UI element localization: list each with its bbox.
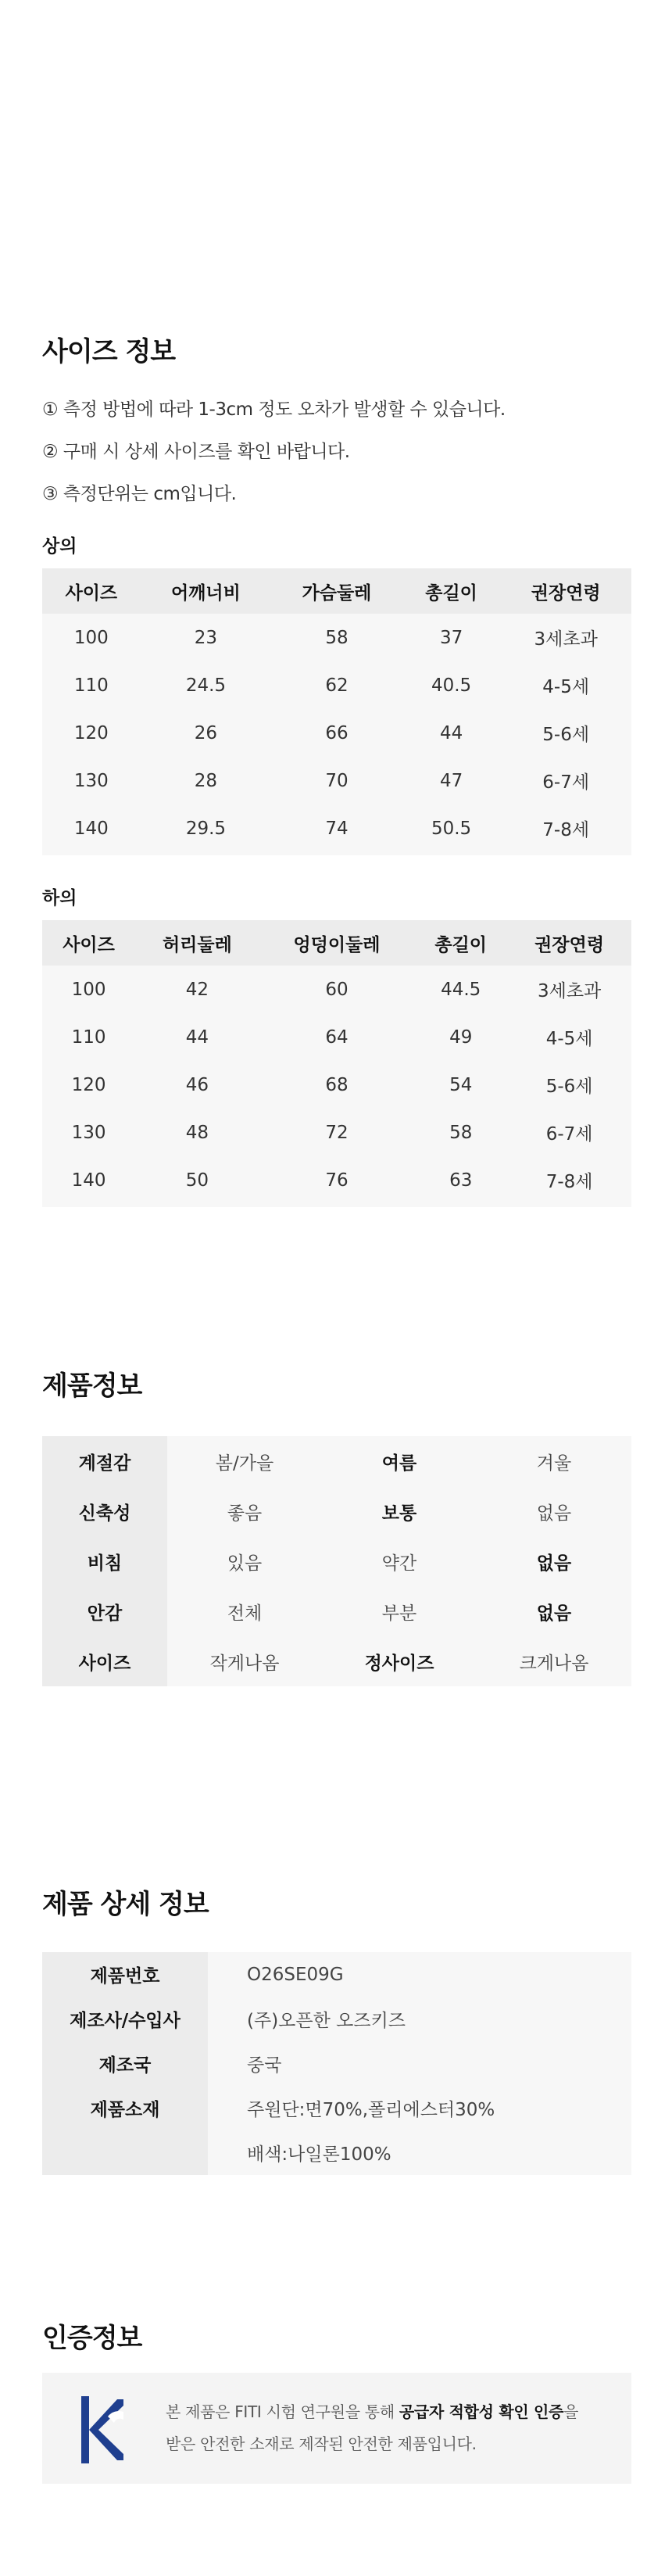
table-row — [42, 661, 631, 709]
bottom-size-table — [42, 920, 631, 1207]
certification-text-line2: 받은 안전한 소재로 제작된 안전한 제품입니다. — [166, 2434, 477, 2453]
table-cell: 62 — [271, 661, 402, 709]
table-cell: 5-6세 — [500, 709, 631, 757]
product-detail-value: (주)오픈한 오즈키즈 — [208, 1997, 631, 2041]
product-info-label: 안감 — [42, 1586, 167, 1636]
top-size-label: 상의 — [42, 536, 77, 557]
table-row — [42, 1156, 631, 1207]
table-header: 총길이 — [414, 920, 507, 966]
table-cell: 58 — [414, 1109, 507, 1156]
product-info-option: 약간 — [322, 1536, 477, 1586]
product-detail-row — [42, 1952, 631, 1997]
table-cell: 130 — [42, 757, 141, 804]
table-row — [42, 1109, 631, 1156]
product-detail-label — [42, 2130, 208, 2175]
table-cell: 4-5세 — [500, 661, 631, 709]
product-detail-value: 주원단:면70%,폴리에스터30% — [208, 2086, 631, 2130]
table-cell: 74 — [271, 804, 402, 855]
product-info-title: 제품정보 — [42, 1370, 142, 1402]
product-info-option: 전체 — [167, 1586, 322, 1636]
table-cell: 47 — [402, 757, 501, 804]
table-cell: 26 — [141, 709, 272, 757]
table-cell: 37 — [402, 614, 501, 661]
product-detail-section — [42, 1883, 631, 2175]
table-cell: 6-7세 — [500, 757, 631, 804]
product-info-label: 사이즈 — [42, 1636, 167, 1686]
table-cell: 46 — [135, 1061, 259, 1109]
table-cell: 50 — [135, 1156, 259, 1207]
table-row — [42, 966, 631, 1013]
table-cell: 7-8세 — [507, 1156, 631, 1207]
table-header: 총길이 — [402, 568, 501, 614]
certification-section — [42, 2316, 631, 2355]
product-info-option: 좋음 — [167, 1486, 322, 1536]
product-detail-row — [42, 2041, 631, 2086]
top-size-table — [42, 568, 631, 855]
product-info-label: 계절감 — [42, 1436, 167, 1486]
certification-text — [166, 2396, 619, 2460]
table-row — [42, 804, 631, 855]
table-cell: 48 — [135, 1109, 259, 1156]
table-header: 가슴둘레 — [271, 568, 402, 614]
product-detail-label: 제조국 — [42, 2041, 208, 2086]
product-detail-row — [42, 2086, 631, 2130]
product-info-row — [42, 1636, 631, 1686]
certification-text-part: 본 제품은 FITI 시험 연구원을 통해 — [166, 2402, 399, 2421]
table-header: 사이즈 — [42, 920, 135, 966]
table-cell: 3세초과 — [500, 614, 631, 661]
table-cell: 100 — [42, 966, 135, 1013]
table-cell: 130 — [42, 1109, 135, 1156]
product-detail-label: 제품번호 — [42, 1952, 208, 1997]
size-note: ① 측정 방법에 따라 1-3cm 정도 오차가 발생할 수 있습니다. — [42, 399, 506, 420]
product-info-option: 작게나옴 — [167, 1636, 322, 1686]
table-row — [42, 614, 631, 661]
table-cell: 100 — [42, 614, 141, 661]
product-info-option: 보통 — [322, 1486, 477, 1536]
product-info-row — [42, 1586, 631, 1636]
product-info-section — [42, 1364, 631, 1686]
product-info-option: 봄/가을 — [167, 1436, 322, 1486]
table-header: 어깨너비 — [141, 568, 272, 614]
table-cell: 29.5 — [141, 804, 272, 855]
table-cell: 40.5 — [402, 661, 501, 709]
table-cell: 140 — [42, 804, 141, 855]
table-header: 엉덩이둘레 — [259, 920, 414, 966]
table-cell: 63 — [414, 1156, 507, 1207]
product-detail-value: O26SE09G — [208, 1952, 631, 1997]
product-detail-row — [42, 2130, 631, 2175]
table-header-row — [42, 568, 631, 614]
table-cell: 24.5 — [141, 661, 272, 709]
table-row — [42, 1013, 631, 1061]
table-cell: 5-6세 — [507, 1061, 631, 1109]
table-row — [42, 757, 631, 804]
table-cell: 44 — [135, 1013, 259, 1061]
size-notes — [42, 389, 631, 515]
product-info-option: 크게나옴 — [477, 1636, 631, 1686]
table-cell: 23 — [141, 614, 272, 661]
product-info-row — [42, 1436, 631, 1486]
table-row — [42, 1061, 631, 1109]
table-header-row — [42, 920, 631, 966]
table-cell: 54 — [414, 1061, 507, 1109]
product-detail-title: 제품 상세 정보 — [42, 1889, 209, 1920]
size-info-section — [42, 330, 631, 515]
table-cell: 60 — [259, 966, 414, 1013]
top-size-block — [42, 532, 631, 855]
table-cell: 68 — [259, 1061, 414, 1109]
product-info-label: 신축성 — [42, 1486, 167, 1536]
table-cell: 6-7세 — [507, 1109, 631, 1156]
product-info-label: 비침 — [42, 1536, 167, 1586]
size-note: ② 구매 시 상세 사이즈를 확인 바랍니다. — [42, 442, 350, 462]
table-cell: 7-8세 — [500, 804, 631, 855]
table-cell: 49 — [414, 1013, 507, 1061]
product-detail-value: 중국 — [208, 2041, 631, 2086]
bottom-size-block — [42, 883, 631, 1207]
table-cell: 28 — [141, 757, 272, 804]
table-cell: 64 — [259, 1013, 414, 1061]
table-cell: 42 — [135, 966, 259, 1013]
product-info-option: 없음 — [477, 1486, 631, 1536]
product-detail-value: 배색:나일론100% — [208, 2130, 631, 2175]
table-header: 권장연령 — [500, 568, 631, 614]
table-cell: 58 — [271, 614, 402, 661]
table-cell: 140 — [42, 1156, 135, 1207]
table-cell: 76 — [259, 1156, 414, 1207]
table-cell: 66 — [271, 709, 402, 757]
table-cell: 50.5 — [402, 804, 501, 855]
product-info-option: 부분 — [322, 1586, 477, 1636]
product-info-table — [42, 1436, 631, 1686]
table-cell: 3세초과 — [507, 966, 631, 1013]
certification-title: 인증정보 — [42, 2323, 142, 2354]
product-detail-table — [42, 1952, 631, 2175]
size-info-title: 사이즈 정보 — [42, 336, 176, 367]
table-cell: 44 — [402, 709, 501, 757]
certification-text-bold: 공급자 적합성 확인 인증 — [399, 2402, 564, 2421]
product-info-option: 겨울 — [477, 1436, 631, 1486]
product-info-row — [42, 1486, 631, 1536]
product-info-row — [42, 1536, 631, 1586]
table-header: 허리둘레 — [135, 920, 259, 966]
bottom-size-label: 하의 — [42, 888, 77, 908]
table-cell: 70 — [271, 757, 402, 804]
table-cell: 120 — [42, 709, 141, 757]
certification-box — [42, 2373, 631, 2484]
product-info-option: 여름 — [322, 1436, 477, 1486]
product-info-option: 없음 — [477, 1536, 631, 1586]
size-note: ③ 측정단위는 cm입니다. — [42, 484, 237, 504]
table-cell: 120 — [42, 1061, 135, 1109]
product-info-option: 없음 — [477, 1586, 631, 1636]
product-info-option: 정사이즈 — [322, 1636, 477, 1686]
product-detail-label: 제조사/수입사 — [42, 1997, 208, 2041]
table-cell: 4-5세 — [507, 1013, 631, 1061]
table-cell: 110 — [42, 661, 141, 709]
table-header: 권장연령 — [507, 920, 631, 966]
table-cell: 72 — [259, 1109, 414, 1156]
certification-text-part: 을 — [563, 2402, 579, 2421]
table-row — [42, 709, 631, 757]
product-detail-label: 제품소재 — [42, 2086, 208, 2130]
table-header: 사이즈 — [42, 568, 141, 614]
table-cell: 44.5 — [414, 966, 507, 1013]
kc-mark-icon — [80, 2395, 125, 2465]
product-detail-row — [42, 1997, 631, 2041]
product-info-option: 있음 — [167, 1536, 322, 1586]
table-cell: 110 — [42, 1013, 135, 1061]
